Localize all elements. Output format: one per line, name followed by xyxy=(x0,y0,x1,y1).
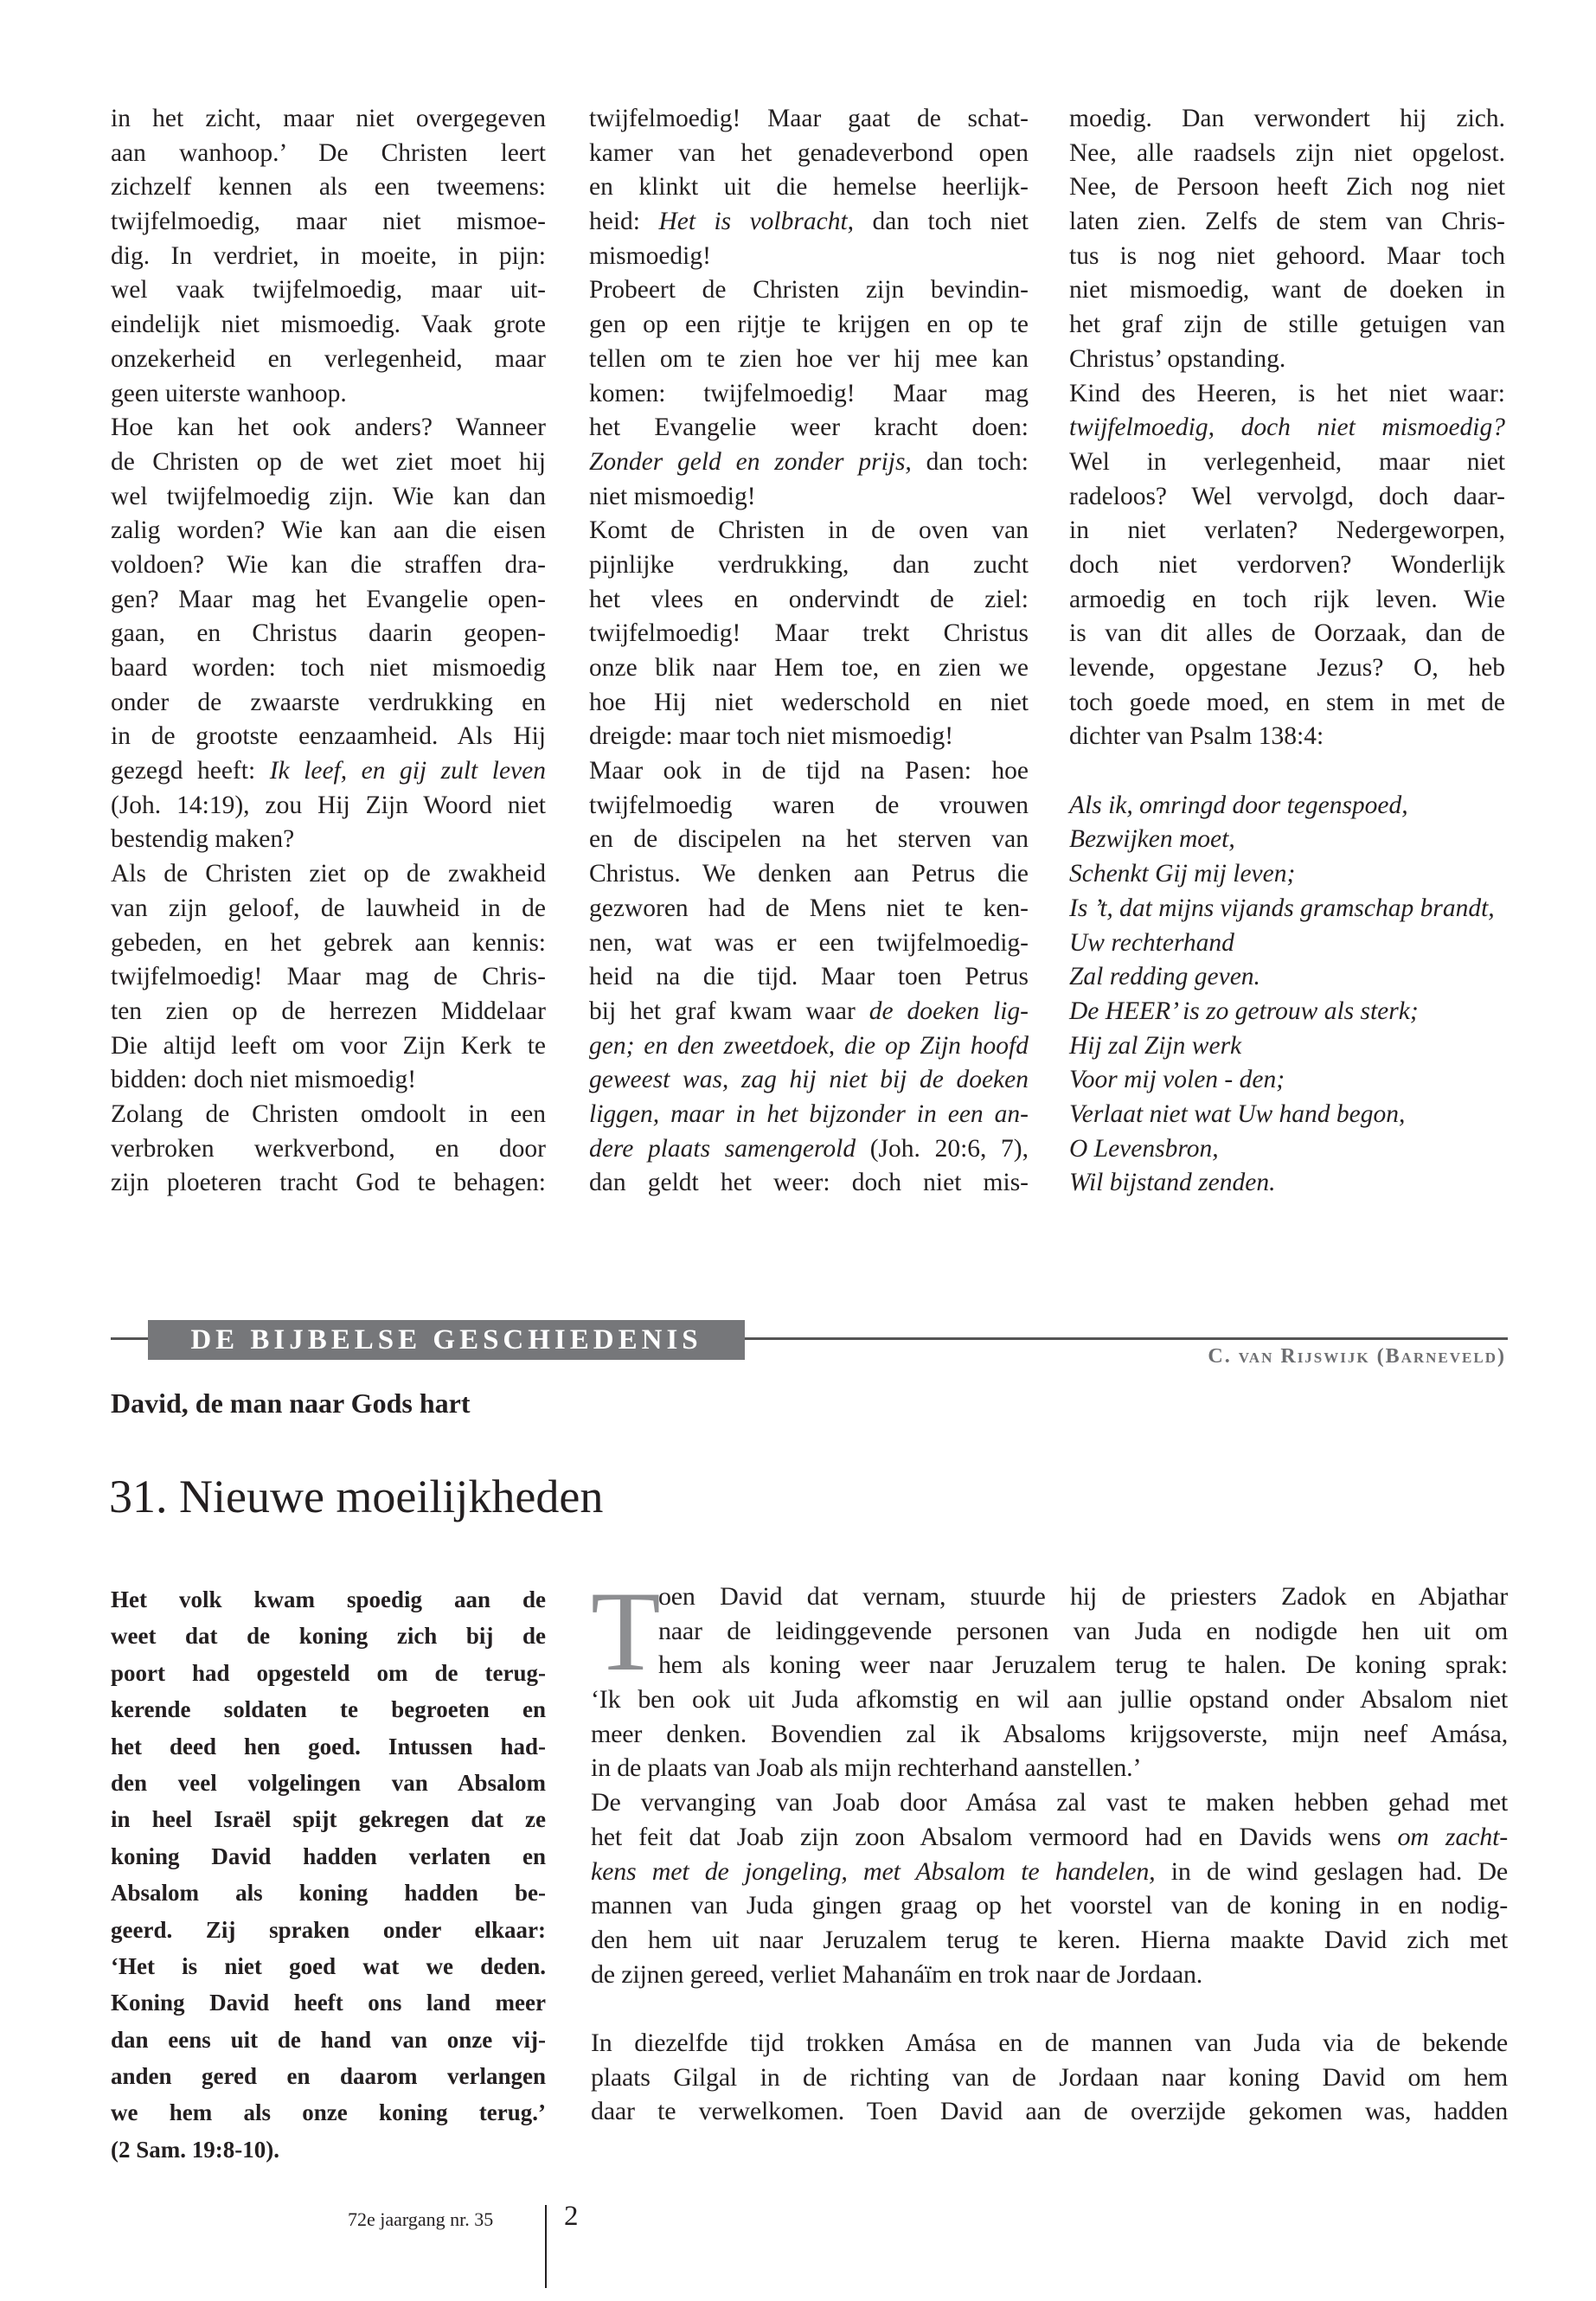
text-line xyxy=(111,617,546,651)
italic-span: O Levensbron, xyxy=(1069,1134,1219,1163)
italic-span: om zacht- xyxy=(1397,1822,1508,1851)
text-span: gezworen had de Mens niet te ken- xyxy=(589,894,1029,922)
text-line xyxy=(111,1984,546,2021)
italic-span: Schenkt Gij mij leven; xyxy=(1069,860,1296,888)
text-line xyxy=(589,789,1029,824)
text-line xyxy=(111,1838,546,1875)
text-span: dan toch: xyxy=(911,447,1029,476)
text-span: Kind des Heeren, is het niet waar: xyxy=(1069,379,1505,407)
italic-span: Is ’t, dat mijns vijands gramschap brandt, xyxy=(1069,894,1495,922)
text-line xyxy=(1069,240,1505,274)
poem-line xyxy=(1069,995,1505,1029)
text-line xyxy=(111,1029,546,1064)
text-line xyxy=(111,1728,546,1765)
text-line xyxy=(591,1888,1508,1923)
text-line xyxy=(589,1166,1029,1201)
text-span: onze blik naar Hem toe, en zien we xyxy=(589,654,1029,682)
text-span: twijfelmoedig waren de vrouwen xyxy=(589,791,1029,819)
text-span: het vlees en ondervindt de ziel: xyxy=(589,585,1029,613)
text-span: Christus. We denken aan Petrus die xyxy=(589,860,1029,888)
blank-line xyxy=(591,1991,1508,2026)
text-span: dichter van Psalm 138:4: xyxy=(1069,722,1324,751)
italic-span: dere plaats samengerold xyxy=(589,1134,856,1163)
text-span: daar te verwelkomen. Toen David aan de overzijde gekomen was, hadden xyxy=(591,2097,1508,2126)
text-span: plaats Gilgal in de richting van de Jordaan naar koning David om hem xyxy=(591,2062,1508,2092)
text-line xyxy=(591,1682,1508,1717)
text-line xyxy=(589,343,1029,377)
footer-divider xyxy=(545,2205,547,2288)
text-line xyxy=(111,686,546,721)
text-line xyxy=(589,170,1029,205)
italic-span: gen; en den zweetdoek, die op Zijn hoofd xyxy=(589,1031,1029,1060)
text-line xyxy=(589,892,1029,926)
text-span: Nee, de Persoon heeft Zich nog niet xyxy=(1069,173,1505,202)
text-span: Zolang de Christen omdoolt in een xyxy=(111,1099,546,1128)
text-span: Die altijd leeft om voor Zijn Kerk te xyxy=(111,1031,546,1060)
text-span: in niet verlaten? Nedergeworpen, xyxy=(1069,516,1505,545)
text-line xyxy=(1069,102,1505,137)
text-line xyxy=(591,1855,1508,1889)
text-line xyxy=(1069,170,1505,205)
italic-span: Ik leef, en gij zult leven xyxy=(269,757,546,785)
text-line xyxy=(589,754,1029,789)
text-span: (2 Sam. 19:8-10). xyxy=(111,2136,279,2163)
text-line xyxy=(111,2058,546,2094)
text-line xyxy=(111,1618,546,1654)
text-span: geerd. Zij spraken onder elkaar: xyxy=(111,1916,546,1943)
text-span: (Joh. 14:19), zou Hij Zijn Woord niet xyxy=(111,791,546,819)
text-line xyxy=(591,1923,1508,1958)
text-span: niet mismoedig, want de doeken in xyxy=(1069,276,1505,304)
text-line xyxy=(589,548,1029,583)
text-line xyxy=(111,1063,546,1098)
text-span: Hoe kan het ook anders? Wanneer xyxy=(111,413,546,442)
text-span: en de discipelen na het sterven van xyxy=(589,825,1029,854)
text-span: onder de zwaarste verdrukking en xyxy=(111,688,546,716)
text-line xyxy=(658,1648,1508,1682)
text-span: de zijnen gereed, verliet Mahanáïm en trok naar de Jordaan. xyxy=(591,1959,1203,1989)
poem-line xyxy=(1069,926,1505,961)
text-span: meer denken. Bovendien zal ik Absaloms krijgsoverste, mijn neef Amása, xyxy=(591,1719,1508,1748)
article-body xyxy=(591,1567,1508,2129)
text-line xyxy=(589,445,1029,480)
text-line xyxy=(589,926,1029,961)
blank-line xyxy=(1069,754,1505,789)
text-span: aan wanhoop.’ De Christen leert xyxy=(111,138,546,167)
text-line xyxy=(111,205,546,240)
text-line xyxy=(111,273,546,308)
text-span: hoe Hij niet wederschold en niet xyxy=(589,688,1029,716)
text-span: weet dat de koning zich bij de xyxy=(111,1623,546,1650)
text-span: komen: twijfelmoedig! Maar mag xyxy=(589,379,1029,407)
text-line xyxy=(111,308,546,343)
text-line xyxy=(111,2022,546,2058)
text-span: eindelijk niet mismoedig. Vaak grote xyxy=(111,311,546,339)
poem-line xyxy=(1069,960,1505,995)
text-line xyxy=(589,583,1029,618)
text-span: toch goede moed, en stem in met de xyxy=(1069,688,1505,716)
text-line xyxy=(111,1948,546,1984)
italic-span: Wil bijstand zenden. xyxy=(1069,1169,1276,1197)
text-column-1 xyxy=(111,102,546,1201)
text-span: in de wind geslagen had. De xyxy=(1155,1856,1508,1886)
text-span: onzekerheid en verlegenheid, maar xyxy=(111,344,546,373)
text-span: twijfelmoedig! Maar gaat de schat- xyxy=(589,105,1029,132)
text-span: dan geldt het weer: doch niet mis- xyxy=(589,1169,1029,1197)
poem-line xyxy=(1069,1063,1505,1098)
text-span: van zijn geloof, de lauwheid in de xyxy=(111,894,546,922)
text-span: gen op een rijtje te krijgen en op te xyxy=(589,311,1029,339)
text-line xyxy=(589,411,1029,445)
italic-span: Bezwijken moet, xyxy=(1069,825,1235,854)
text-span: mismoedig! xyxy=(589,241,711,270)
italic-span: Uw rechterhand xyxy=(1069,928,1234,957)
text-span: het deed hen goed. Intussen had- xyxy=(111,1733,546,1759)
text-span: laten zien. Zelfs de stem van Chris- xyxy=(1069,208,1505,236)
text-span: Komt de Christen in de oven van xyxy=(589,516,1029,545)
text-line xyxy=(1069,651,1505,686)
text-span: De vervanging van Joab door Amása zal vast te maken hebben gehad met xyxy=(591,1788,1508,1817)
text-span: wel vaak twijfelmoedig, maar uit- xyxy=(111,276,546,304)
italic-span: Hij zal Zijn werk xyxy=(1069,1031,1242,1060)
text-line xyxy=(111,343,546,377)
text-line xyxy=(589,720,1029,754)
text-line xyxy=(111,1875,546,1911)
text-line xyxy=(1069,514,1505,548)
italic-span: Zonder geld en zonder prijs, xyxy=(589,447,912,476)
text-line xyxy=(589,1132,1029,1167)
text-line xyxy=(658,1614,1508,1649)
text-line xyxy=(1069,548,1505,583)
text-span: gen? Maar mag het Evangelie open- xyxy=(111,585,546,613)
text-span: armoedig en toch rijk leven. Wie xyxy=(1069,585,1505,613)
italic-span: kens met de jongeling, met Absalom te handelen, xyxy=(591,1856,1156,1886)
poem-line xyxy=(1069,1132,1505,1167)
text-span: Koning David heeft ons land meer xyxy=(111,1990,546,2016)
italic-span: Als ik, omringd door tegenspoed, xyxy=(1069,791,1408,819)
text-line xyxy=(111,170,546,205)
text-span: hem als koning weer naar Jeruzalem terug te halen. De koning sprak: xyxy=(658,1650,1508,1680)
lead-paragraph xyxy=(111,1581,546,2168)
text-span: tus is nog niet gehoord. Maar toch xyxy=(1069,241,1505,270)
text-span: Als de Christen ziet op de zwakheid xyxy=(111,860,546,888)
text-span: kamer van het genadeverbond open xyxy=(589,138,1029,167)
text-line xyxy=(111,102,546,137)
text-span: gaan, en Christus daarin geopen- xyxy=(111,619,546,648)
text-span: mannen van Juda gingen graag op het voorstel van de koning in en nodig- xyxy=(591,1891,1508,1920)
text-line xyxy=(111,1801,546,1837)
text-line xyxy=(591,1785,1508,1820)
text-span: moedig. Dan verwondert hij zich. xyxy=(1069,105,1505,132)
text-line xyxy=(589,102,1029,137)
text-span: poort had opgesteld om de terug- xyxy=(111,1659,546,1686)
text-span: dan eens uit de hand van onze vij- xyxy=(111,2026,546,2053)
text-span: baard worden: toch niet mismoedig xyxy=(111,654,546,682)
text-line xyxy=(589,308,1029,343)
text-line xyxy=(589,617,1029,651)
text-span: den hem uit naar Jeruzalem terug te keren. Hierna maakte David zich met xyxy=(591,1925,1508,1954)
text-line xyxy=(591,1958,1508,1992)
italic-span: liggen, maar in het bijzonder in een an- xyxy=(589,1099,1029,1128)
text-line xyxy=(111,995,546,1029)
text-span: zijn ploeteren tracht God te behagen: xyxy=(111,1169,546,1197)
text-line xyxy=(589,857,1029,892)
text-span: pijnlijke verdrukking, dan zucht xyxy=(589,550,1029,579)
text-line xyxy=(589,1098,1029,1132)
text-column-3 xyxy=(1069,102,1505,1201)
text-span: we hem als onze koning terug.’ xyxy=(111,2099,546,2126)
text-span: (Joh. 20:6, 7), xyxy=(856,1134,1029,1163)
text-line xyxy=(589,205,1029,240)
text-line xyxy=(1069,377,1505,412)
text-span: oen David dat vernam, stuurde hij de priesters Zadok en Abjathar xyxy=(658,1582,1508,1611)
text-line xyxy=(591,1820,1508,1855)
text-line xyxy=(589,240,1029,274)
text-span: ‘Ik ben ook uit Juda afkomstig en wil aan jullie opstand onder Absalom niet xyxy=(591,1685,1508,1715)
text-span: en klinkt uit die hemelse heerlijk- xyxy=(589,173,1029,202)
text-line xyxy=(111,1765,546,1801)
poem-line xyxy=(1069,823,1505,857)
text-line xyxy=(111,823,546,857)
text-line xyxy=(111,514,546,548)
text-span: zalig worden? Wie kan aan die eisen xyxy=(111,516,546,545)
text-line xyxy=(111,960,546,995)
text-span: bidden: doch niet mismoedig! xyxy=(111,1066,417,1094)
text-line xyxy=(111,789,546,824)
text-line xyxy=(111,480,546,515)
author-byline: C. van Rijswijk (Barneveld) xyxy=(1208,1345,1506,1368)
text-span: de Christen op de wet ziet moet hij xyxy=(111,447,546,476)
text-span: radeloos? Wel vervolgd, doch daar- xyxy=(1069,482,1505,510)
drop-cap: T xyxy=(591,1567,661,1695)
text-column-2 xyxy=(589,102,1029,1201)
text-line xyxy=(111,1912,546,1948)
text-span: Absalom als koning hadden be- xyxy=(111,1880,546,1907)
text-line xyxy=(1069,445,1505,480)
series-title: David, de man naar Gods hart xyxy=(111,1388,471,1419)
poem-line xyxy=(1069,892,1505,926)
italic-span: Zal redding geven. xyxy=(1069,963,1260,991)
text-line xyxy=(1069,308,1505,343)
text-line xyxy=(1069,273,1505,308)
text-line xyxy=(591,1717,1508,1752)
text-span: in de grootste eenzaamheid. Als Hij xyxy=(111,722,546,751)
text-span: in de plaats van Joab als mijn rechterhand aanstellen.’ xyxy=(591,1753,1142,1783)
text-span: Christus’ opstanding. xyxy=(1069,344,1286,373)
text-line xyxy=(111,411,546,445)
text-line xyxy=(111,1691,546,1727)
text-line xyxy=(111,892,546,926)
text-line xyxy=(658,1580,1508,1614)
text-line xyxy=(589,137,1029,171)
poem-line xyxy=(1069,857,1505,892)
text-line xyxy=(111,1655,546,1691)
text-span: voldoen? Wie kan die straffen dra- xyxy=(111,550,546,579)
text-line xyxy=(1069,686,1505,721)
text-span: dig. In verdriet, in moeite, in pijn: xyxy=(111,241,546,270)
text-span: twijfelmoedig! Maar mag de Chris- xyxy=(111,963,546,991)
text-span: Maar ook in de tijd na Pasen: hoe xyxy=(589,757,1029,785)
italic-span: twijfelmoedig, doch niet mismoedig? xyxy=(1069,413,1505,442)
text-line xyxy=(1069,480,1505,515)
text-line xyxy=(589,1063,1029,1098)
text-line xyxy=(111,926,546,961)
text-span: verbroken werkverbond, en door xyxy=(111,1134,546,1163)
section-label: DE BIJBELSE GESCHIEDENIS xyxy=(148,1320,745,1360)
text-span: Probeert de Christen zijn bevindin- xyxy=(589,276,1029,304)
text-line xyxy=(591,2094,1508,2129)
text-span: het Evangelie weer kracht doen: xyxy=(589,413,1029,442)
text-span: koning David hadden verlaten en xyxy=(111,1843,546,1869)
text-line xyxy=(1069,720,1505,754)
text-span: kerende soldaten te begroeten en xyxy=(111,1696,546,1723)
text-span: ‘Het is niet goed wat we deden. xyxy=(111,1952,546,1979)
text-span: heid na die tijd. Maar toen Petrus xyxy=(589,963,1029,991)
text-line xyxy=(589,377,1029,412)
poem-line xyxy=(1069,1098,1505,1132)
text-line xyxy=(111,548,546,583)
italic-span: Voor mij volen - den; xyxy=(1069,1066,1285,1094)
text-line xyxy=(111,377,546,412)
text-line xyxy=(1069,343,1505,377)
italic-span: De HEER’ is zo getrouw als sterk; xyxy=(1069,997,1419,1025)
text-line xyxy=(589,480,1029,515)
text-line xyxy=(589,686,1029,721)
text-span: heid: xyxy=(589,208,659,236)
text-line xyxy=(111,651,546,686)
page-number: 2 xyxy=(564,2201,579,2232)
text-span: doch niet verdorven? Wonderlijk xyxy=(1069,550,1505,579)
text-line xyxy=(1069,617,1505,651)
text-span: zichzelf kennen als een tweemens: xyxy=(111,173,546,202)
text-line xyxy=(589,995,1029,1029)
text-line xyxy=(111,754,546,789)
italic-span: Verlaat niet wat Uw hand begon, xyxy=(1069,1099,1406,1128)
text-line xyxy=(111,857,546,892)
text-span: In diezelfde tijd trokken Amása en de mannen van Juda via de bekende xyxy=(591,2028,1508,2057)
text-span: Het volk kwam spoedig aan de xyxy=(111,1586,546,1612)
text-line xyxy=(589,1029,1029,1064)
poem-line xyxy=(1069,1166,1505,1201)
text-span: anden gered en daarom verlangen xyxy=(111,2063,546,2090)
text-line xyxy=(589,514,1029,548)
text-span: gebeden, en het gebrek aan kennis: xyxy=(111,928,546,957)
text-line xyxy=(589,273,1029,308)
text-span: naar de leidinggevende personen van Juda en nodigde hen uit om xyxy=(658,1616,1508,1645)
text-line xyxy=(1069,583,1505,618)
text-line xyxy=(111,1098,546,1132)
text-span: tellen om te zien hoe ver hij mee kan xyxy=(589,344,1029,373)
text-line xyxy=(111,137,546,171)
text-line xyxy=(111,1166,546,1201)
text-span: nen, wat was er een twijfelmoedig- xyxy=(589,928,1029,957)
text-span: twijfelmoedig! Maar trekt Christus xyxy=(589,619,1029,648)
text-line xyxy=(589,960,1029,995)
text-span: geen uiterste wanhoop. xyxy=(111,379,347,407)
text-line xyxy=(111,445,546,480)
text-span: niet mismoedig! xyxy=(589,482,756,510)
text-line xyxy=(589,823,1029,857)
text-line xyxy=(1069,411,1505,445)
text-span: ten zien op de herrezen Middelaar xyxy=(111,997,546,1025)
poem-line xyxy=(1069,1029,1505,1064)
text-span: wel twijfelmoedig zijn. Wie kan dan xyxy=(111,482,546,510)
text-span: bestendig maken? xyxy=(111,825,295,854)
text-span: in heel Israël spijt gekregen dat ze xyxy=(111,1806,546,1833)
issue-info: 72e jaargang nr. 35 xyxy=(348,2208,494,2230)
text-span: dan toch niet xyxy=(854,208,1029,236)
poem-line xyxy=(1069,789,1505,824)
text-line xyxy=(591,2026,1508,2061)
italic-span: geweest was, zag hij niet bij de doeken xyxy=(589,1066,1029,1094)
text-span: het feit dat Joab zijn zoon Absalom vermoord had en Davids wens xyxy=(591,1822,1398,1851)
text-span: in het zicht, maar niet overgegeven xyxy=(111,105,546,132)
text-span: het graf zijn de stille getuigen van xyxy=(1069,311,1505,339)
text-span: Nee, alle raadsels zijn niet opgelost. xyxy=(1069,138,1505,167)
text-line xyxy=(111,1132,546,1167)
text-span: twijfelmoedig, maar niet mismoe- xyxy=(111,208,546,236)
text-line xyxy=(111,583,546,618)
text-span: Wel in verlegenheid, maar niet xyxy=(1069,447,1505,476)
article-title: 31. Nieuwe moeilijkheden xyxy=(109,1471,604,1522)
italic-span: Het is volbracht, xyxy=(658,208,855,236)
text-line xyxy=(111,240,546,274)
text-line xyxy=(111,720,546,754)
text-line xyxy=(111,2131,546,2168)
italic-span: de doeken lig- xyxy=(869,997,1029,1025)
text-span: levende, opgestane Jezus? O, heb xyxy=(1069,654,1505,682)
text-line xyxy=(111,2094,546,2131)
text-line xyxy=(589,651,1029,686)
text-span: bij het graf kwam waar xyxy=(589,997,869,1025)
text-line xyxy=(1069,205,1505,240)
text-line xyxy=(1069,137,1505,171)
text-span: is van dit alles de Oorzaak, dan de xyxy=(1069,619,1505,648)
text-span: gezegd heeft: xyxy=(111,757,270,785)
text-line xyxy=(591,2061,1508,2095)
text-line xyxy=(591,1751,1508,1785)
text-line xyxy=(111,1581,546,1618)
text-span: den veel volgelingen van Absalom xyxy=(111,1769,546,1796)
text-span: dreigde: maar toch niet mismoedig! xyxy=(589,722,954,751)
